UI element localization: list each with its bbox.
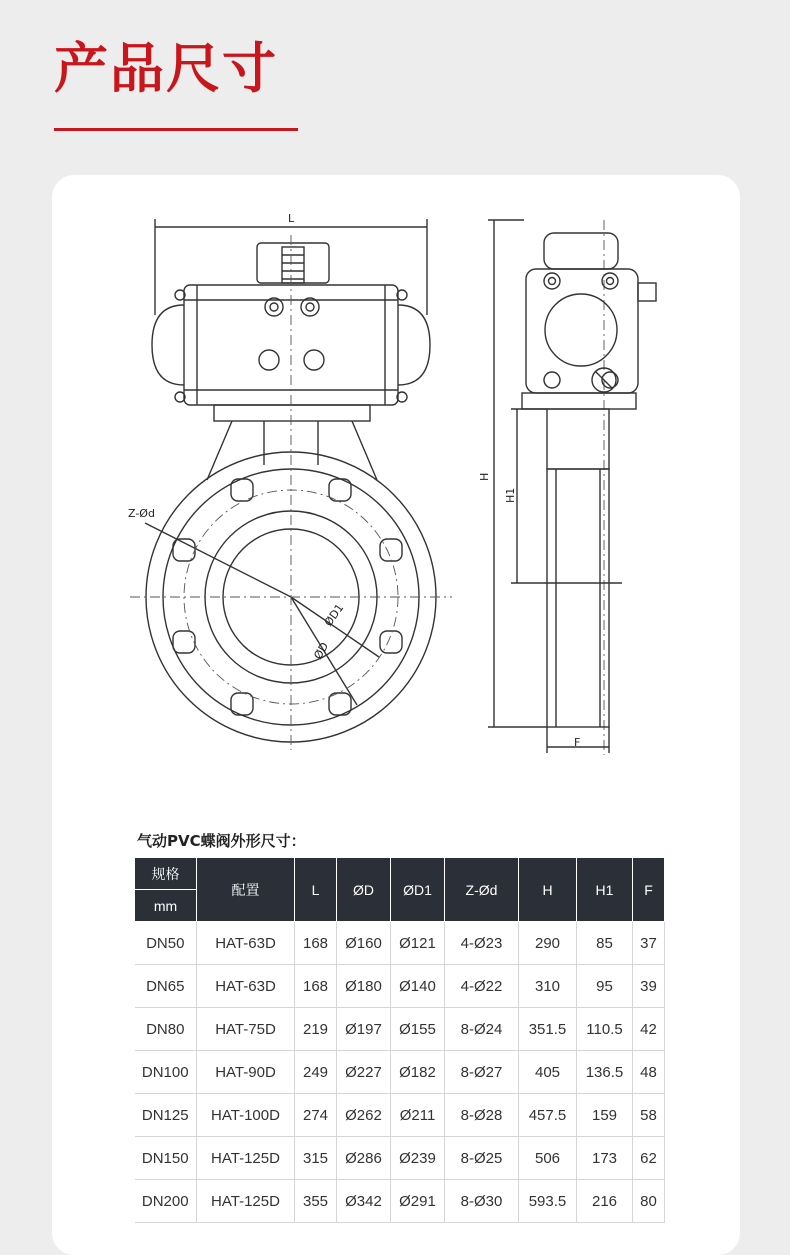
cell: HAT-63D [197, 965, 295, 1008]
header-f: F [633, 858, 665, 922]
cell: 593.5 [519, 1180, 577, 1223]
cell: HAT-90D [197, 1051, 295, 1094]
cell: Ø180 [337, 965, 391, 1008]
cell: 85 [577, 922, 633, 965]
cell: 457.5 [519, 1094, 577, 1137]
cell: Ø197 [337, 1008, 391, 1051]
cell: 8-Ø24 [445, 1008, 519, 1051]
cell: DN125 [135, 1094, 197, 1137]
label-l: L [288, 212, 295, 225]
table-row [135, 1137, 665, 1180]
cell: DN200 [135, 1180, 197, 1223]
cell: 405 [519, 1051, 577, 1094]
header-h: H [519, 858, 577, 922]
table-row [135, 1094, 665, 1137]
label-d1: ØD1 [321, 601, 347, 629]
cell: Ø239 [391, 1137, 445, 1180]
cell: Ø342 [337, 1180, 391, 1223]
cell: 37 [633, 922, 665, 965]
cell: 219 [295, 1008, 337, 1051]
cell: 274 [295, 1094, 337, 1137]
content-card [52, 175, 740, 1255]
label-zd: Z-Ød [128, 507, 155, 520]
cell: 80 [633, 1180, 665, 1223]
cell: DN100 [135, 1051, 197, 1094]
cell: HAT-125D [197, 1180, 295, 1223]
table-row [135, 1008, 665, 1051]
cell: 4-Ø23 [445, 922, 519, 965]
cell: 159 [577, 1094, 633, 1137]
cell: Ø291 [391, 1180, 445, 1223]
header-config: 配置 [197, 858, 295, 922]
cell: 110.5 [577, 1008, 633, 1051]
cell: 95 [577, 965, 633, 1008]
cell: Ø262 [337, 1094, 391, 1137]
cell: Ø140 [391, 965, 445, 1008]
label-h1: H1 [504, 487, 517, 503]
header-d1: ØD1 [391, 858, 445, 922]
cell: 216 [577, 1180, 633, 1223]
cell: 62 [633, 1137, 665, 1180]
cell: Ø211 [391, 1094, 445, 1137]
table-row [135, 1051, 665, 1094]
cell: 8-Ø25 [445, 1137, 519, 1180]
cell: 315 [295, 1137, 337, 1180]
cell: DN50 [135, 922, 197, 965]
cell: 173 [577, 1137, 633, 1180]
header-h1: H1 [577, 858, 633, 922]
cell: HAT-125D [197, 1137, 295, 1180]
title-underline [54, 128, 298, 131]
cell: DN80 [135, 1008, 197, 1051]
page-title: 产品尺寸 [54, 37, 278, 100]
cell: Ø227 [337, 1051, 391, 1094]
cell: 310 [519, 965, 577, 1008]
dimension-table [134, 857, 665, 1223]
cell: 351.5 [519, 1008, 577, 1051]
table-row [135, 965, 665, 1008]
table-caption: 气动PVC蝶阀外形尺寸： [137, 832, 306, 850]
cell: 8-Ø30 [445, 1180, 519, 1223]
label-h: H [478, 472, 491, 481]
cell: HAT-75D [197, 1008, 295, 1051]
label-d: ØD [311, 640, 332, 662]
table-row [135, 1180, 665, 1223]
cell: 39 [633, 965, 665, 1008]
table-row [135, 922, 665, 965]
header-zd: Z-Ød [445, 858, 519, 922]
cell: 8-Ø28 [445, 1094, 519, 1137]
cell: 355 [295, 1180, 337, 1223]
cell: 168 [295, 922, 337, 965]
cell: 8-Ø27 [445, 1051, 519, 1094]
cell: 48 [633, 1051, 665, 1094]
cell: 249 [295, 1051, 337, 1094]
cell: 506 [519, 1137, 577, 1180]
cell: Ø286 [337, 1137, 391, 1180]
cell: HAT-100D [197, 1094, 295, 1137]
cell: 168 [295, 965, 337, 1008]
cell: HAT-63D [197, 922, 295, 965]
cell: Ø155 [391, 1008, 445, 1051]
header-l: L [295, 858, 337, 922]
cell: Ø121 [391, 922, 445, 965]
cell: 4-Ø22 [445, 965, 519, 1008]
label-f: F [574, 736, 581, 749]
cell: 136.5 [577, 1051, 633, 1094]
header-spec-bottom: mm [135, 890, 197, 922]
cell: 58 [633, 1094, 665, 1137]
valve-dimension-drawing [52, 175, 740, 815]
cell: DN150 [135, 1137, 197, 1180]
cell: DN65 [135, 965, 197, 1008]
cell: Ø182 [391, 1051, 445, 1094]
header-d: ØD [337, 858, 391, 922]
cell: 42 [633, 1008, 665, 1051]
cell: 290 [519, 922, 577, 965]
header-spec-top: 规格 [135, 858, 197, 890]
cell: Ø160 [337, 922, 391, 965]
